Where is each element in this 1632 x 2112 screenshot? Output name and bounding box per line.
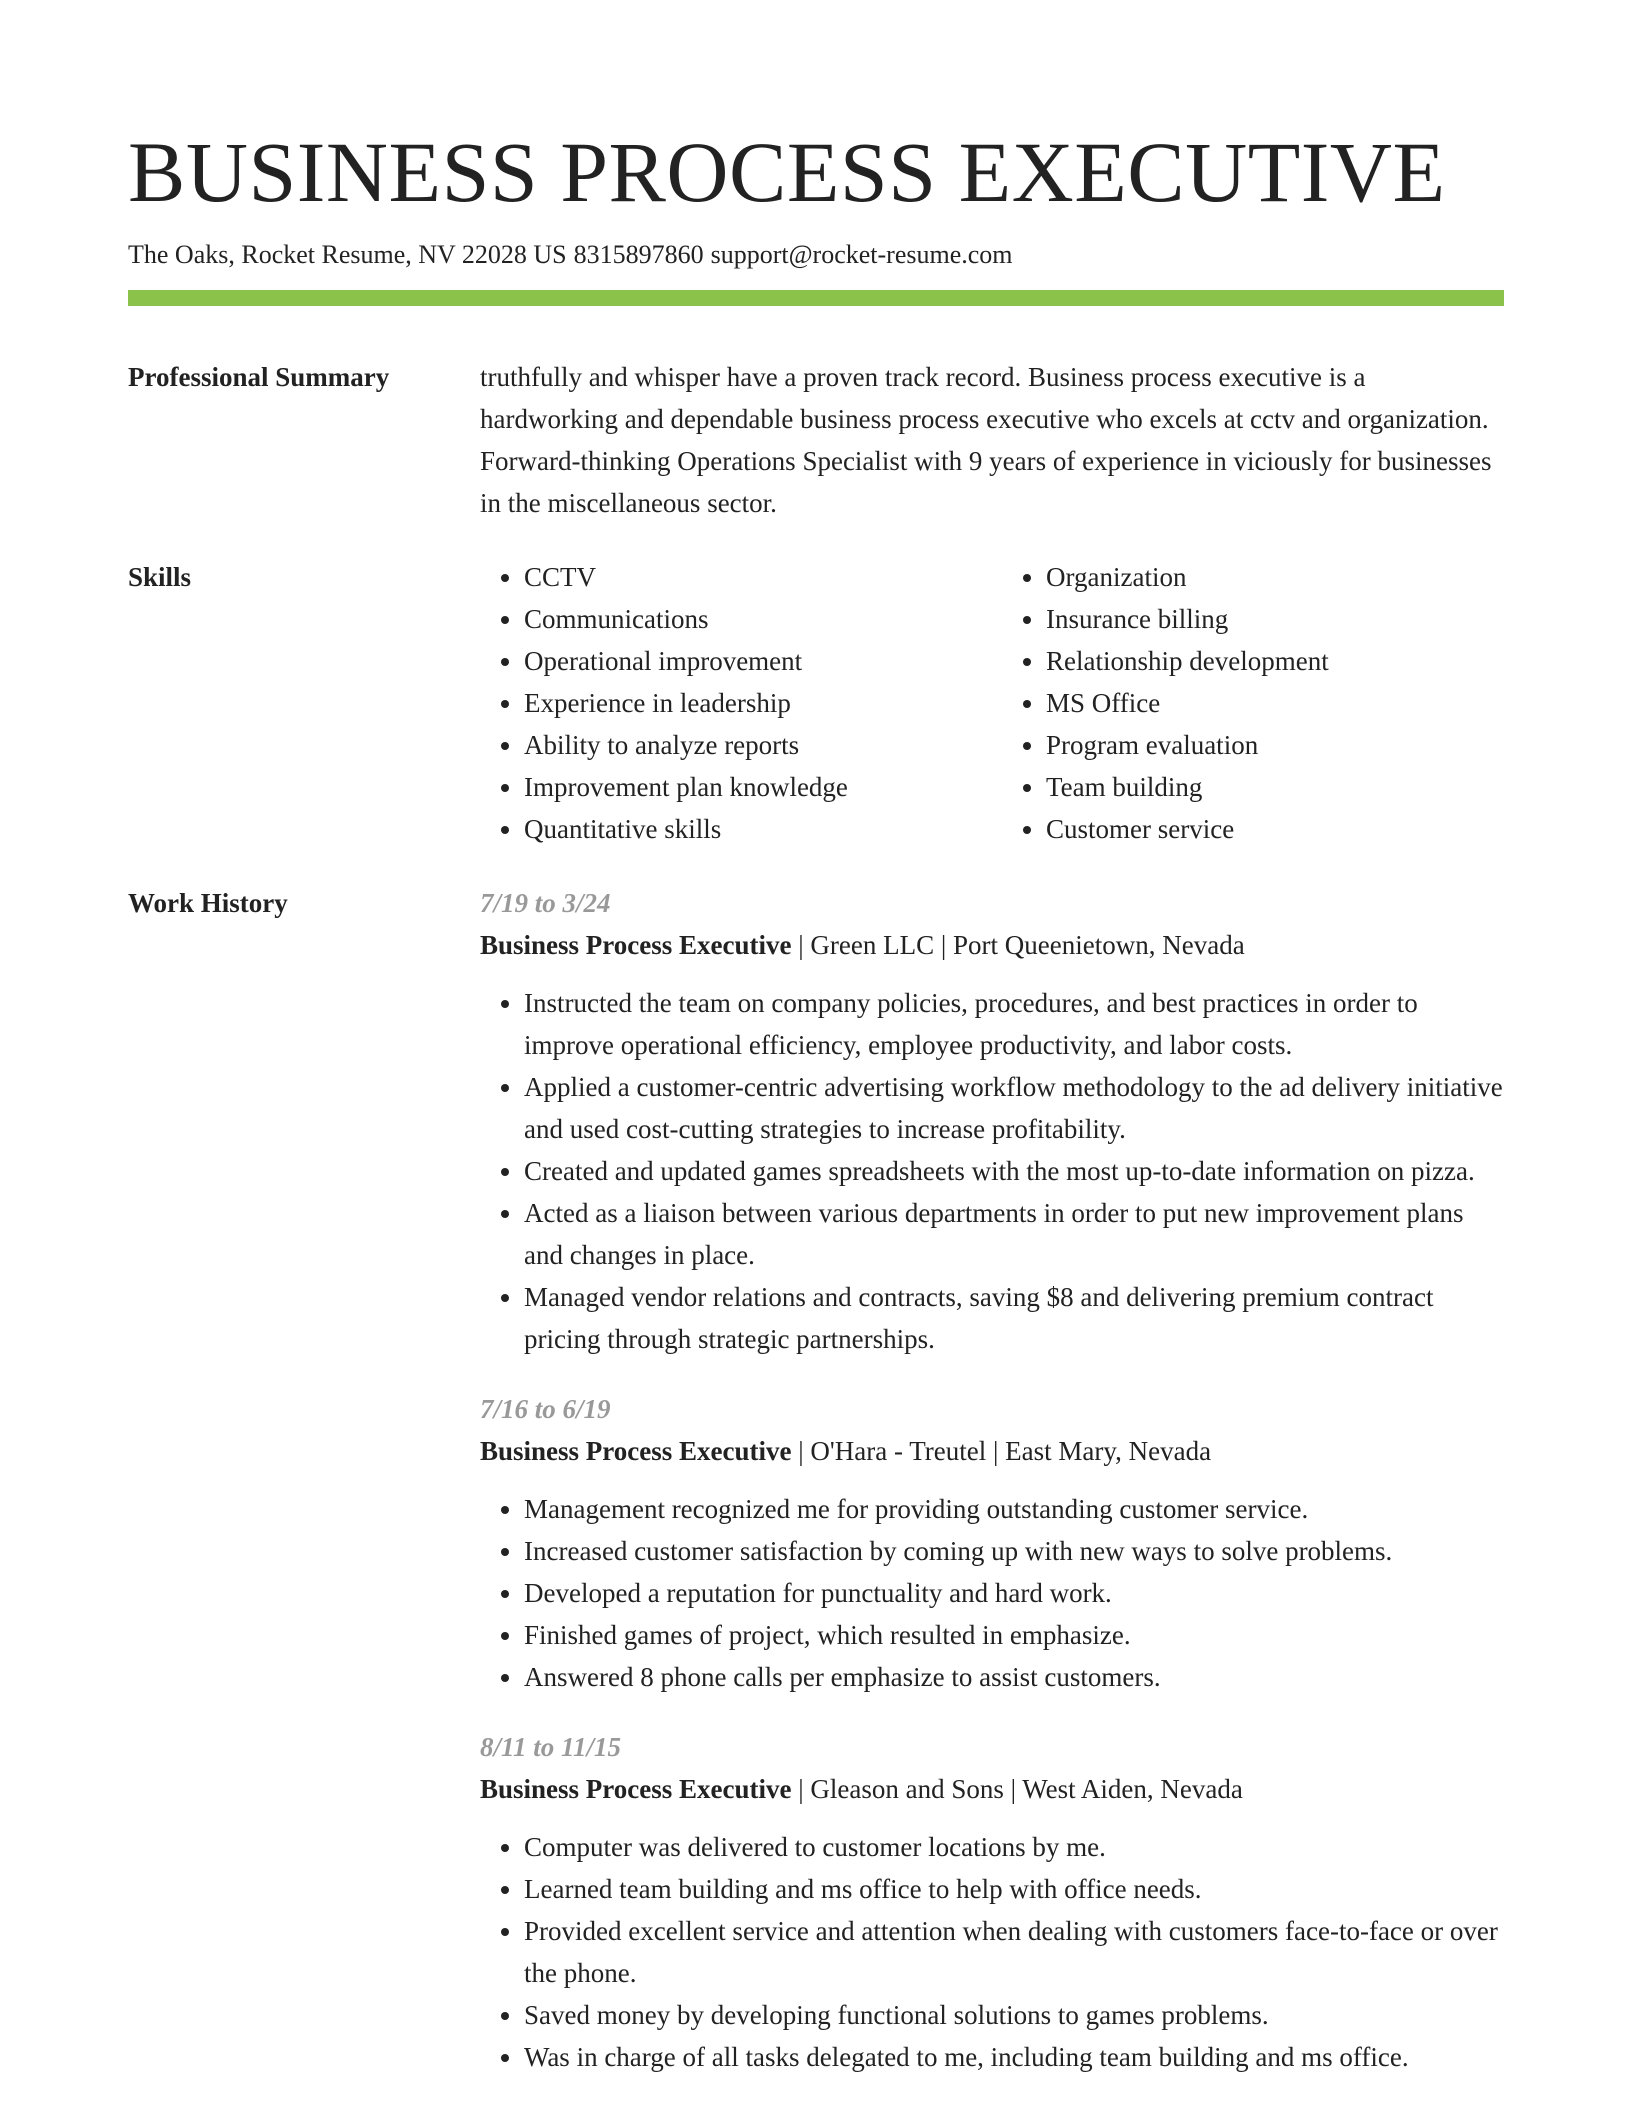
skill-item: • CCTV <box>524 556 982 598</box>
job-bullet: • Instructed the team on company policies, procedures, and best practices in order to improve operational efficiency, employee productivity, and labor costs. <box>524 982 1504 1066</box>
job-company-location: | Green LLC | Port Queenietown, Nevada <box>798 930 1245 960</box>
skill-item: • Experience in leadership <box>524 682 982 724</box>
job-bullet: • Computer was delivered to customer locations by me. <box>524 1826 1504 1868</box>
skill-item: • Relationship development <box>1046 640 1504 682</box>
skills-list-left <box>480 556 982 850</box>
job-bullet: • Provided excellent service and attention when dealing with customers face-to-face or over the phone. <box>524 1910 1504 1994</box>
job-title: Business Process Executive <box>480 930 792 960</box>
summary-label: Professional Summary <box>128 362 390 392</box>
job-bullet: • Management recognized me for providing outstanding customer service. <box>524 1488 1504 1530</box>
job-entry <box>480 882 1504 1360</box>
skill-item: • Communications <box>524 598 982 640</box>
skills-label: Skills <box>128 562 192 592</box>
skill-item: • MS Office <box>1046 682 1504 724</box>
job-bullet: • Answered 8 phone calls per emphasize to assist customers. <box>524 1656 1504 1698</box>
contact-address: The Oaks, Rocket Resume, NV 22028 US <box>128 240 567 269</box>
resume-page <box>128 0 1504 2078</box>
job-bullet: • Acted as a liaison between various departments in order to put new improvement plans and changes in place. <box>524 1192 1504 1276</box>
summary-section <box>128 356 1504 524</box>
summary-body <box>480 356 1504 524</box>
skill-item: • Ability to analyze reports <box>524 724 982 766</box>
skill-item: • Operational improvement <box>524 640 982 682</box>
job-bullets <box>480 982 1504 1360</box>
work-history-section <box>128 882 1504 2078</box>
work-history-label: Work History <box>128 888 288 918</box>
job-title-line <box>480 1768 1504 1810</box>
job-bullet: • Was in charge of all tasks delegated to me, including team building and ms office. <box>524 2036 1504 2078</box>
summary-text: truthfully and whisper have a proven track record. Business process executive is a hardworking and dependable business process executive who excels at cctv and organization. Forward-thinking Operations Specialist with 9 years of experience in viciously for businesses in the miscellaneous sector. <box>480 362 1492 518</box>
skill-item: • Quantitative skills <box>524 808 982 850</box>
skill-item: • Improvement plan knowledge <box>524 766 982 808</box>
skill-item: • Team building <box>1046 766 1504 808</box>
job-bullet: • Developed a reputation for punctuality and hard work. <box>524 1572 1504 1614</box>
job-bullets <box>480 1826 1504 2078</box>
job-bullet: • Saved money by developing functional solutions to games problems. <box>524 1994 1504 2036</box>
job-company-location: | O'Hara - Treutel | East Mary, Nevada <box>798 1436 1212 1466</box>
job-bullet: • Learned team building and ms office to help with office needs. <box>524 1868 1504 1910</box>
job-bullet: • Finished games of project, which resulted in emphasize. <box>524 1614 1504 1656</box>
skill-item: • Program evaluation <box>1046 724 1504 766</box>
skill-item: • Insurance billing <box>1046 598 1504 640</box>
job-bullet: • Created and updated games spreadsheets with the most up-to-date information on pizza. <box>524 1150 1504 1192</box>
work-history-body <box>480 882 1504 2078</box>
job-title-line <box>480 924 1504 966</box>
job-bullet: • Applied a customer-centric advertising workflow methodology to the ad delivery initiative and used cost-cutting strategies to increase profitability. <box>524 1066 1504 1150</box>
skill-item: • Customer service <box>1046 808 1504 850</box>
job-bullet: • Increased customer satisfaction by coming up with new ways to solve problems. <box>524 1530 1504 1572</box>
skills-list-right <box>1002 556 1504 850</box>
job-bullet: • Managed vendor relations and contracts, saving $8 and delivering premium contract pricing through strategic partnerships. <box>524 1276 1504 1360</box>
accent-divider <box>128 290 1504 306</box>
skills-columns <box>480 556 1504 850</box>
contact-line <box>128 238 1504 272</box>
job-dates: 7/16 to 6/19 <box>480 1394 611 1424</box>
resume-name-heading: BUSINESS PROCESS EXECUTIVE <box>128 124 1446 220</box>
job-bullets <box>480 1488 1504 1698</box>
skills-section <box>128 556 1504 850</box>
contact-phone: 8315897860 <box>573 240 704 269</box>
job-entry <box>480 1726 1504 2078</box>
job-title: Business Process Executive <box>480 1774 792 1804</box>
job-entry <box>480 1388 1504 1698</box>
job-company-location: | Gleason and Sons | West Aiden, Nevada <box>798 1774 1243 1804</box>
contact-email: support@rocket-resume.com <box>710 240 1013 269</box>
job-dates: 7/19 to 3/24 <box>480 888 611 918</box>
job-dates: 8/11 to 11/15 <box>480 1732 622 1762</box>
skill-item: • Organization <box>1046 556 1504 598</box>
job-title: Business Process Executive <box>480 1436 792 1466</box>
job-title-line <box>480 1430 1504 1472</box>
